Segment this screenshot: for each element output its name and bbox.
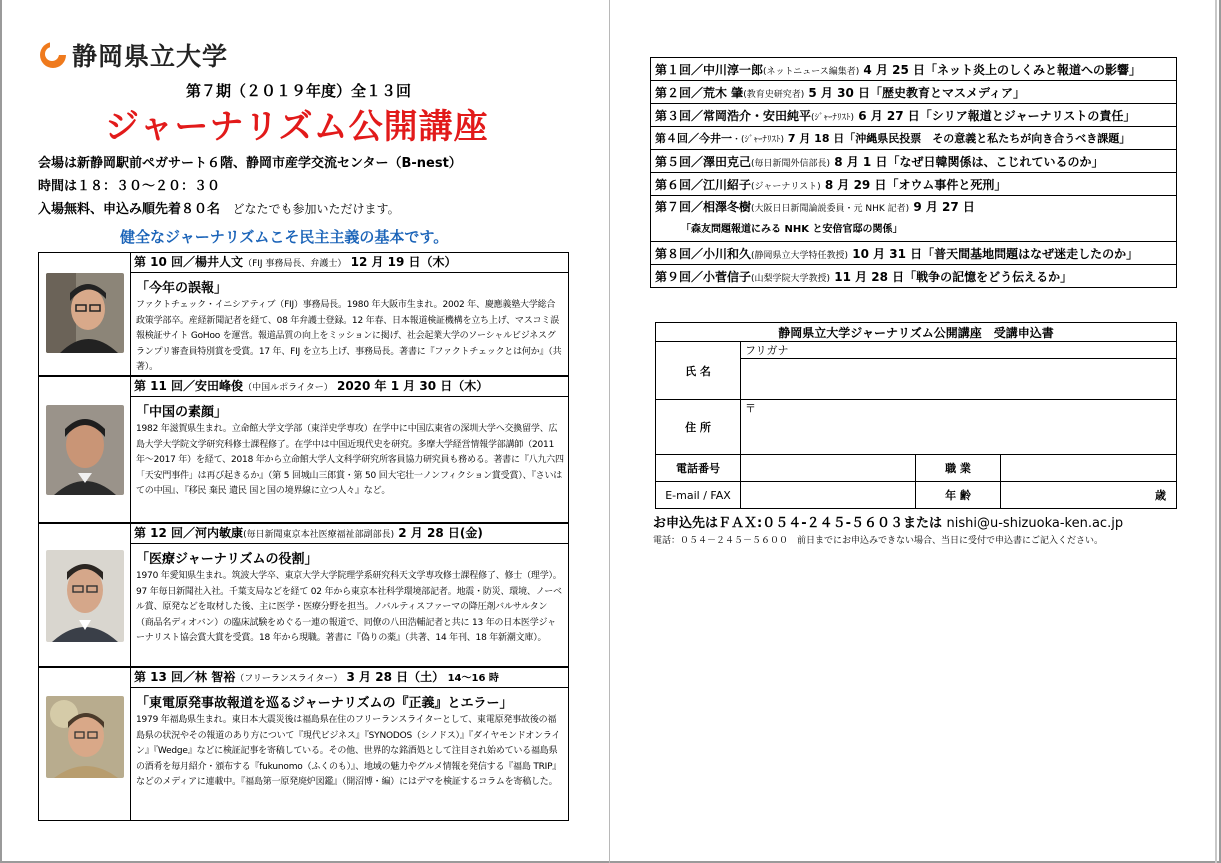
lecture-10	[38, 252, 569, 376]
schedule-row: 第６回／江川紹子(ジャーナリスト) 8 月 29 日「オウム事件と死刑」	[651, 173, 1177, 196]
lecture-11	[38, 376, 569, 523]
lecturer-photo-12	[46, 550, 124, 642]
lecturer-photo-11	[46, 405, 124, 495]
schedule-row: 第２回／荒木 肇(教育史研究者) 5 月 30 日「歴史教育とマスメディア」	[651, 81, 1177, 104]
schedule-row: 第５回／澤田克己(毎日新聞外信部長) 8 月 1 日「なぜ日韓関係は、こじれているのか」	[651, 150, 1177, 173]
lecturer-photo-cell	[39, 377, 131, 522]
logo-text: 静岡県立大学	[72, 42, 229, 71]
course-title: ジャーナリズム公開講座	[105, 107, 489, 147]
age-field[interactable]: 歳	[1001, 482, 1177, 509]
lecturer-photo-cell	[39, 524, 131, 666]
slogan: 健全なジャーナリズムこそ民主主義の基本です。	[120, 228, 449, 246]
lecture-title: 「中国の素顔」	[136, 405, 228, 420]
lecture-12	[38, 523, 569, 667]
form-title: 静岡県立大学ジャーナリズム公開講座 受講申込書	[656, 323, 1177, 342]
lecture-title: 「東電原発事故報道を巡るジャーナリズムの『正義』とエラー」	[136, 696, 513, 711]
address-field[interactable]: 〒	[741, 400, 1177, 455]
venue-info: 会場は新静岡駅前ペガサート６階、静岡市産学交流センター（B-nest）	[38, 156, 462, 171]
lecture-header: 第 12 回／河内敏康(毎日新聞東京本社医療福祉部副部長) 2 月 28 日(金)	[131, 524, 568, 544]
lecture-13	[38, 667, 569, 821]
lecture-title: 「今年の誤報」	[136, 281, 228, 296]
job-label: 職 業	[916, 455, 1001, 482]
contact-email[interactable]: nishi@u-shizuoka-ken.ac.jp	[946, 516, 1124, 531]
email-field[interactable]	[741, 482, 916, 509]
admission-info	[38, 198, 400, 217]
vertical-scrollbar[interactable]	[1215, 0, 1217, 863]
contact-line: お申込先はＦＡＸ:０５４-２４５-５６０３または nishi@u-shizuoka-ken.ac.jp	[653, 516, 1124, 531]
phone-label: 電話番号	[656, 455, 741, 482]
lecture-header: 第 10 回／楊井人文（FIJ 事務局長、弁護士） 12 月 19 日（木）	[131, 253, 568, 273]
schedule-row: 第７回／相澤冬樹(大阪日日新聞論説委員・元 NHK 記者) 9 月 27 日 「森友問題報道にみる NHK と安倍官邸の関係」	[651, 196, 1177, 242]
lecture-header: 第 11 回／安田峰俊（中国ルポライター） 2020 年 1 月 30 日（木）	[131, 377, 568, 397]
application-form	[655, 322, 1177, 509]
university-logo	[40, 37, 228, 73]
address-label: 住 所	[656, 400, 741, 455]
age-label: 年 齢	[916, 482, 1001, 509]
job-field[interactable]	[1001, 455, 1177, 482]
contact-note: 電話：０５４－２４５－５６００ 前日までにお申込みできない場合、当日に受付で申込書にご記入ください。	[653, 536, 1104, 546]
lecturer-bio: 1970 年愛知県生まれ。筑波大学卒、東京大学大学院理学系研究科天文学専攻修士課程修了、修士（理学）。97 年毎日新聞社入社。千葉支局などを経て 02 年から東京本社科学環境部記者。地震・防災、環境、ノーベル賞、原発などを取材した後、主に医学・医療分野を担当。ノバルティスファーマの降圧剤バルサルタン（商品名ディオバン）の臨床試験をめぐる一連の報道で、同僚の八田浩輔記者と共に 13 年の日本医学ジャーナリスト協会賞大賞を受賞。18 年から現職。著書に『偽りの薬』（共著、14 年刊、18 年新潮文庫）。	[136, 571, 562, 643]
page-divider	[609, 0, 610, 863]
name-label: 氏 名	[656, 342, 741, 400]
lecturer-photo-cell	[39, 253, 131, 375]
email-label: E-mail / FAX	[656, 482, 741, 509]
name-field[interactable]	[741, 359, 1177, 400]
logo-mark-icon	[40, 42, 66, 68]
lecturer-photo-cell	[39, 668, 131, 820]
lecturer-photo-13	[46, 696, 124, 778]
furigana-field[interactable]: フリガナ	[741, 342, 1177, 359]
lecture-title: 「医療ジャーナリズムの役割」	[136, 552, 318, 567]
schedule-table	[650, 57, 1177, 288]
schedule-row: 第８回／小川和久(静岡県立大学特任教授) 10 月 31 日「普天間基地問題はなぜ迷走したのか」	[651, 242, 1177, 265]
lecturer-photo-10	[46, 273, 124, 353]
admission-text: 入場無料、申込み順先着８０名	[38, 202, 221, 217]
schedule-row: 第９回／小菅信子(山梨学院大学教授) 11 月 28 日「戦争の記憶をどう伝えるか」	[651, 265, 1177, 288]
schedule-row: 第３回／常岡浩介・安田純平(ｼﾞｬｰﾅﾘｽﾄ) 6 月 27 日「シリア報道とジャーナリストの責任」	[651, 104, 1177, 127]
phone-field[interactable]	[741, 455, 916, 482]
lecturer-bio: 1979 年福島県生まれ。東日本大震災後は福島県在住のフリーランスライターとして、東電原発事故後の福島県の状況やその報道のあり方について『現代ビジネス』『SYNODOS（シノドス）』『ダイヤモンドオンライン』『Wedge』などに検証記事を寄稿している。その他、世界的な銘酒処として注目され始めている福島県の酒肴を毎月紹介・頒布する『fukunomo（ふくのも）』、地域の魅力やグルメ情報を発信する『福島 TRIP』などのメディアに連載中。『福島第一原発廃炉図鑑』（開沼博・編）にはデマを検証するコラムを寄稿した。	[136, 715, 562, 787]
lecturer-bio: ファクトチェック・イニシアティブ（FIJ）事務局長。1980 年大阪市生まれ。2002 年、慶應義塾大学総合政策学部卒。産経新聞記者を経て、08 年弁護士登録。12 年春、日本報道検証機構を立ち上げ、マスコミ誤報検証サイト GoHoo を運営。報道品質の向上をミッションに掲げ、社会起業大学のソーシャルビジネスグランプリ審査員特別賞を受賞。17 年、FIJ を立ち上げ、事務局長。著書に『ファクトチェックとは何か』（共著）。	[136, 300, 562, 372]
time-info: 時間は１８：３０～２０：３０	[38, 179, 221, 194]
schedule-row: 第４回／今井一・(ｼﾞｬｰﾅﾘｽﾄ) 7 月 18 日「沖縄県民投票 その意義と私たちが向き合うべき課題」	[651, 127, 1177, 150]
lecturer-bio: 1982 年滋賀県生まれ。立命館大学文学部（東洋史学専攻）在学中に中国広東省の深圳大学へ交換留学、広島大学大学院文学研究科修士課程修了。在学中は中国近現代史を研究。多摩大学経営情報学部講師（2011 年～2017 年）を経て、2018 年から立命館大学人文科学研究所客員協力研究員も務める。著書に『八九六四 「天安門事件」は再び起きるか』（第 5 回城山三郎賞・第 50 回大宅壮一ノンフィクション賞受賞）、『さいはての中国』、『移民 棄民 遺民 国と国の境界線に立つ人々』など。	[136, 424, 564, 496]
admission-note: どなたでも参加いただけます。	[232, 202, 400, 216]
lecture-header: 第 13 回／林 智裕（フリーランスライター） 3 月 28 日（土） 14～16 時	[131, 668, 568, 688]
schedule-row: 第１回／中川淳一郎(ネットニュース編集者) 4 月 25 日「ネット炎上のしくみと報道への影響」	[651, 58, 1177, 81]
course-subtitle: 第７期（２０１９年度）全１３回	[186, 82, 412, 100]
